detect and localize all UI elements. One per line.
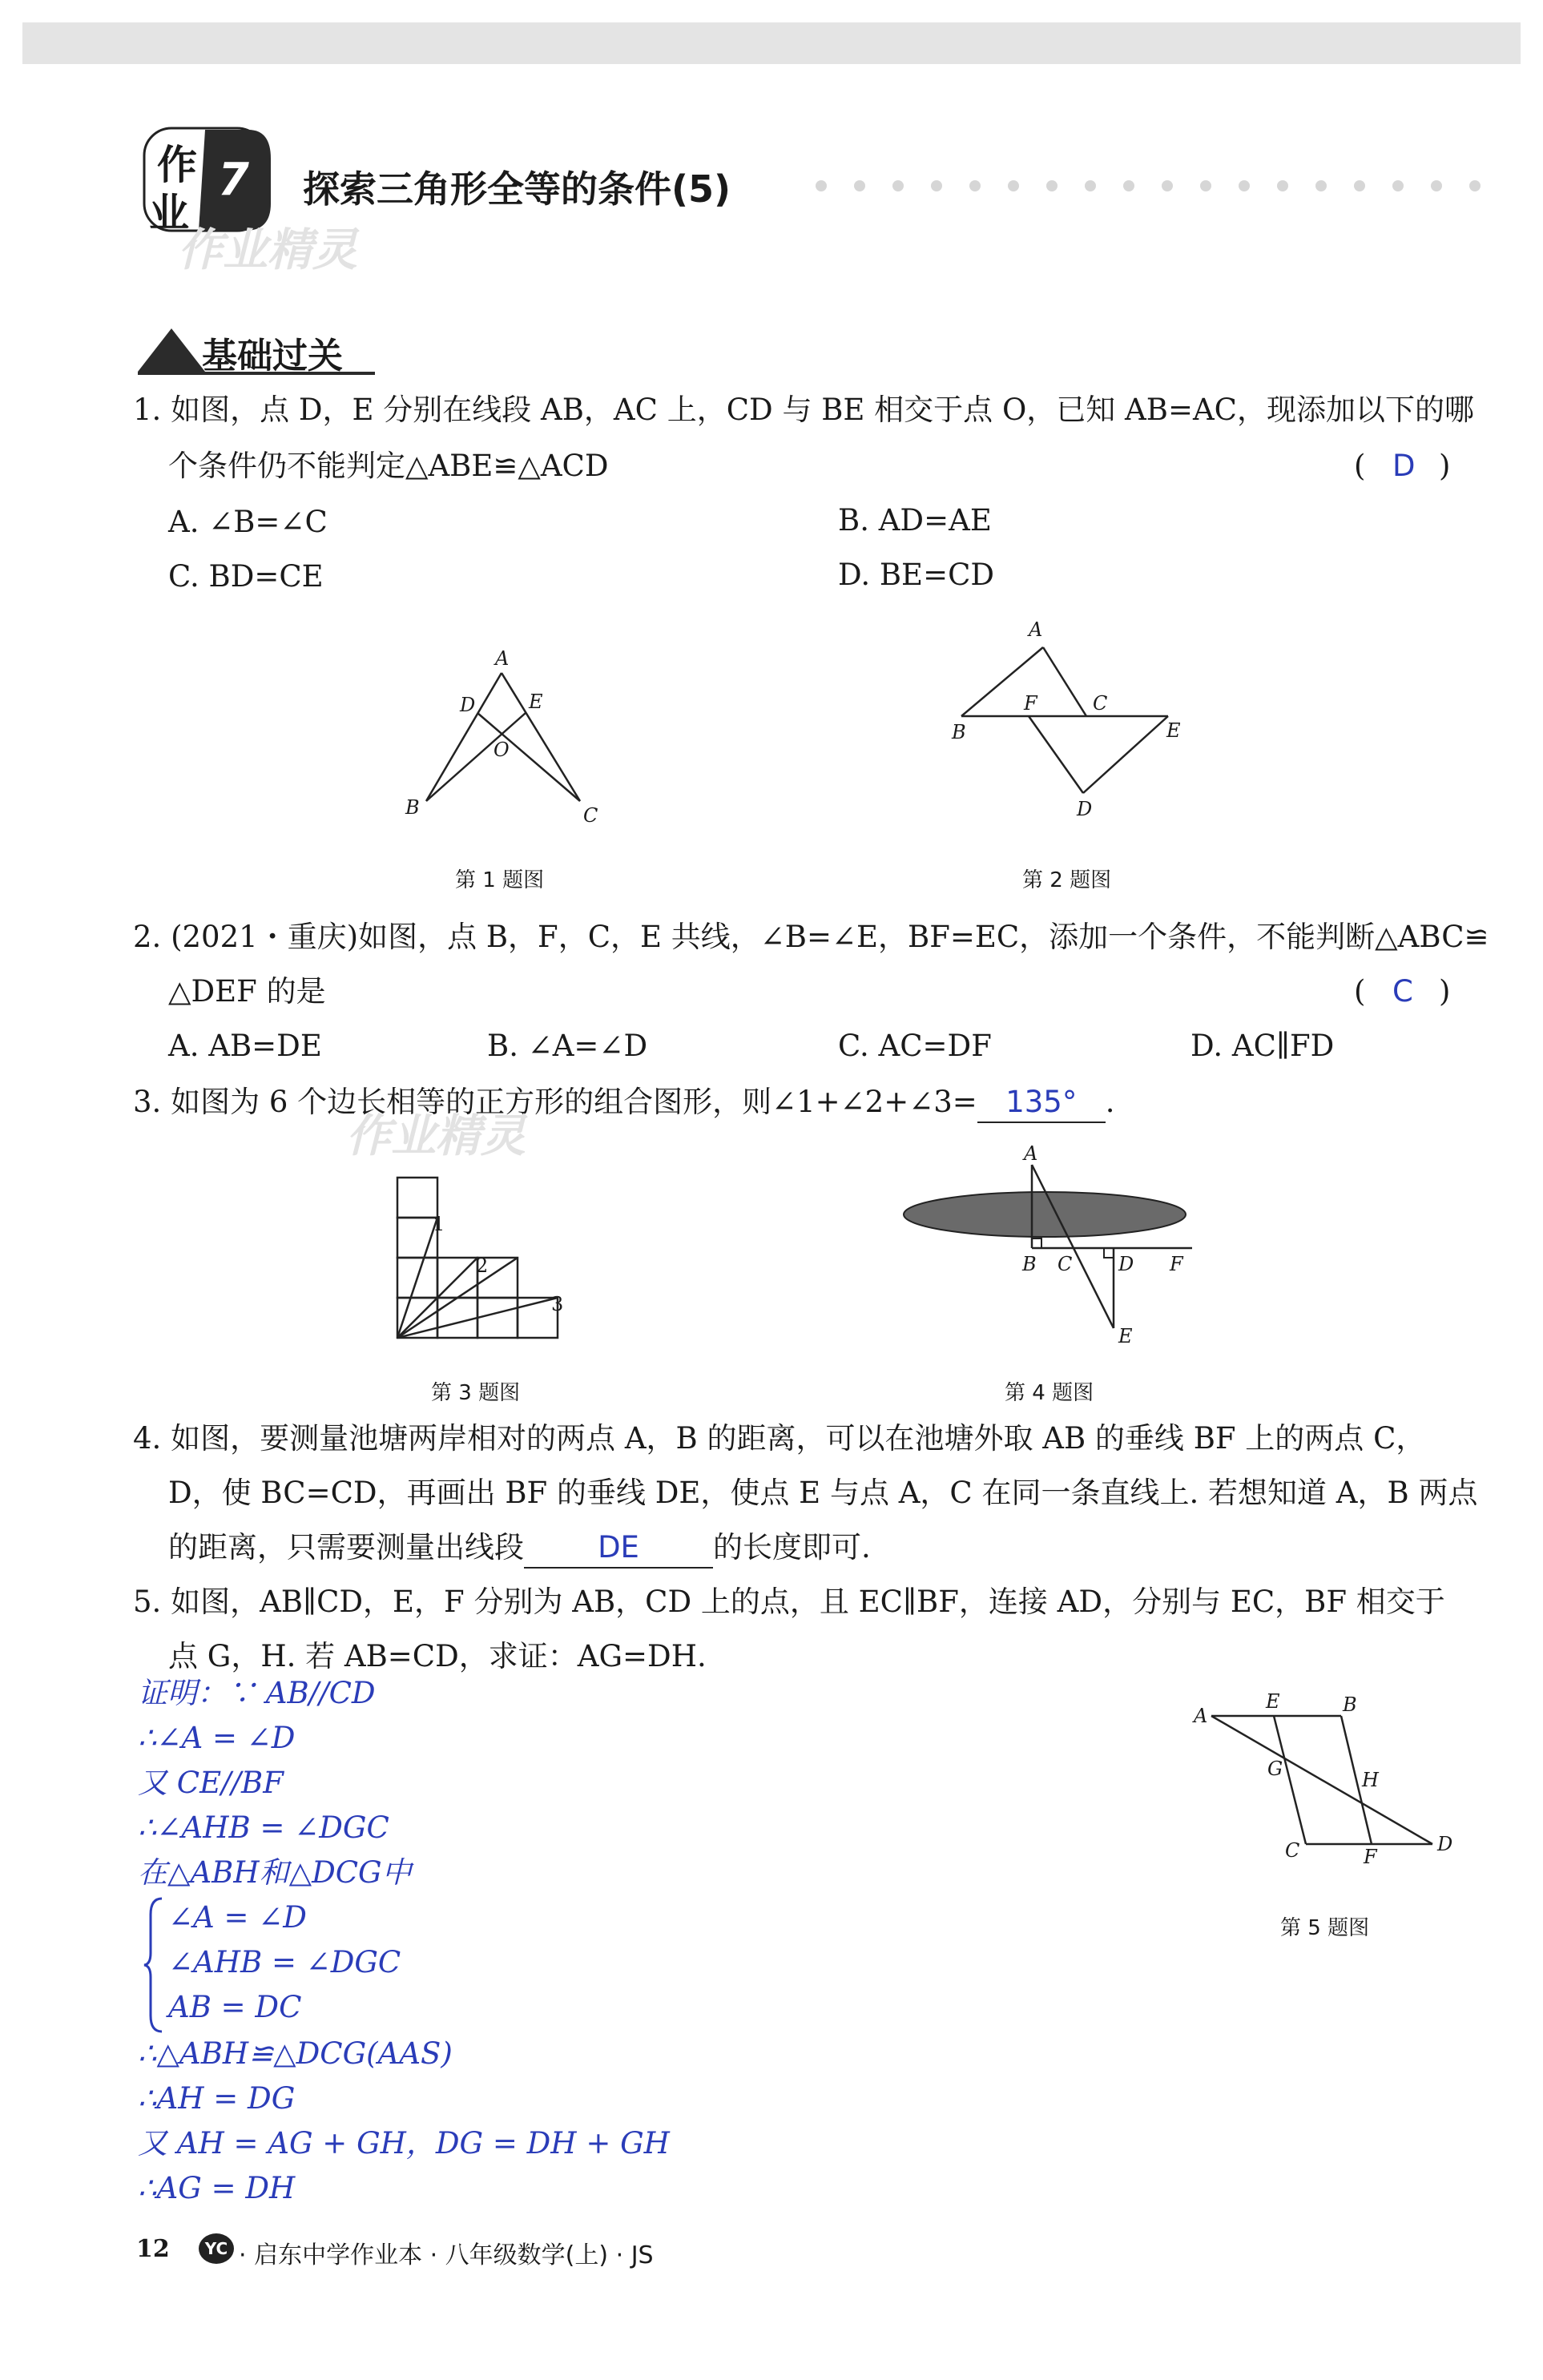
footer-text: · 启东中学作业本 · 八年级数学(上) · JS [239, 2241, 654, 2269]
q2-line1: 2. (2021・重庆)如图，点 B，F，C，E 共线，∠B=∠E，BF=EC，添加一个条件，不能判断△ABC≌ [133, 920, 1489, 954]
fig2-label-e: E [1166, 719, 1181, 742]
footer-logo-text: YC [204, 2239, 228, 2258]
fig3-label-2: 2 [476, 1254, 489, 1277]
q2-answer: C [1392, 974, 1413, 1009]
fig3-diagonal-1 [397, 1218, 437, 1338]
q1-option-c: C. BD=CE [168, 559, 324, 594]
fig1-segment-ab [426, 673, 502, 801]
q3-end: . [1105, 1085, 1115, 1119]
fig1-caption: 第 1 题图 [455, 868, 545, 892]
proof-brace-line-2: ∠AHB = ∠DGC [168, 1945, 401, 1979]
q2-option-a: A. AB=DE [168, 1029, 322, 1063]
proof-brace-line-1: ∠A = ∠D [168, 1900, 307, 1935]
fig2-caption: 第 2 题图 [1022, 868, 1112, 892]
badge-char-ye: 业 [149, 190, 189, 236]
proof-line-6: ∴△ABH≌△DCG(AAS) [138, 2036, 453, 2071]
fig4-pond [904, 1192, 1186, 1237]
fig5-segment-ec [1274, 1716, 1306, 1844]
fig4-caption: 第 4 题图 [1005, 1381, 1094, 1405]
q5-line2: 点 G，H. 若 AB=CD，求证：AG=DH. [168, 1639, 707, 1673]
q4-line1: 4. 如图，要测量池塘两岸相对的两点 A，B 的距离，可以在池塘外取 AB 的垂线 BF 上的两点 C， [133, 1421, 1426, 1456]
figure-1 [401, 641, 633, 833]
q2-option-c: C. AC=DF [838, 1029, 992, 1063]
fig2-segment-de [1083, 716, 1168, 793]
q1-answer: D [1392, 449, 1416, 483]
fig5-label-d: D [1437, 1833, 1453, 1855]
fig5-label-c: C [1285, 1839, 1300, 1862]
proof-line-2: ∴∠A = ∠D [138, 1721, 296, 1755]
fig2-label-d: D [1077, 798, 1093, 820]
figure-4 [897, 1138, 1218, 1354]
fig1-label-d: D [460, 694, 476, 716]
fig4-label-f: F [1170, 1253, 1183, 1275]
q1-option-d: D. BE=CD [838, 558, 995, 592]
fig1-label-c: C [583, 804, 598, 827]
fig5-label-a: A [1194, 1705, 1208, 1727]
q2-option-b: B. ∠A=∠D [487, 1029, 648, 1063]
fig2-label-a: A [1029, 618, 1043, 641]
q4-blank [524, 1528, 713, 1569]
proof-line-5: 在△ABH和△DCG中 [138, 1855, 412, 1890]
watermark-header: 作业精灵 [178, 224, 357, 276]
page-title: 探索三角形全等的条件(5) [303, 167, 731, 211]
title-dot-leader [816, 179, 1508, 195]
q5-line1: 5. 如图，AB∥CD，E，F 分别为 AB，CD 上的点，且 EC∥BF，连接 AD，分别与 EC，BF 相交于 [133, 1585, 1445, 1619]
proof-brace [143, 1895, 167, 2035]
fig1-label-e: E [529, 691, 543, 713]
fig5-label-e: E [1266, 1690, 1280, 1713]
q4-line3-post: 的长度即可. [713, 1530, 871, 1565]
fig1-label-b: B [405, 796, 420, 819]
figure-2 [929, 609, 1202, 825]
fig4-label-d: D [1118, 1253, 1134, 1275]
top-bar [22, 22, 1521, 64]
proof-line-1: 证明：∵ AB//CD [138, 1676, 376, 1710]
figure-5 [1186, 1685, 1458, 1878]
proof-brace-line-3: AB = DC [168, 1990, 302, 2024]
fig5-label-g: G [1267, 1758, 1283, 1780]
proof-line-3: 又 CE//BF [138, 1766, 284, 1800]
q1-line1: 1. 如图，点 D，E 分别在线段 AB，AC 上，CD 与 BE 相交于点 O，已知 AB=AC，现添加以下的哪 [133, 393, 1474, 427]
fig5-label-h: H [1362, 1769, 1379, 1791]
fig4-line-ae [1032, 1165, 1114, 1328]
q3-question [133, 1083, 1115, 1123]
q1-bracket-close: ) [1439, 449, 1451, 483]
fig5-caption: 第 5 题图 [1280, 1916, 1370, 1940]
fig3-caption: 第 3 题图 [431, 1381, 521, 1405]
fig1-label-a: A [495, 647, 510, 670]
footer-logo [199, 2233, 234, 2264]
q2-line2: △DEF 的是 [168, 974, 326, 1009]
page-number: 12 [136, 2235, 170, 2263]
fig2-label-f: F [1024, 692, 1037, 715]
section-title: 基础过关 [202, 336, 343, 377]
fig5-label-f: F [1364, 1846, 1377, 1868]
proof-line-8: 又 AH = AG + GH，DG = DH + GH [138, 2126, 670, 2161]
fig3-label-3: 3 [551, 1293, 564, 1315]
proof-line-4: ∴∠AHB = ∠DGC [138, 1810, 389, 1845]
badge-char-zuo: 作 [157, 142, 197, 188]
fig4-label-b: B [1022, 1253, 1037, 1275]
q3-blank [977, 1083, 1106, 1123]
fig5-label-b: B [1343, 1693, 1357, 1716]
q1-option-b: B. AD=AE [838, 503, 992, 538]
watermark-middle: 作业精灵 [346, 1110, 526, 1162]
fig1-segment-be [426, 713, 526, 801]
q3-text: 3. 如图为 6 个边长相等的正方形的组合图形，则∠1+∠2+∠3= [133, 1085, 977, 1119]
fig4-right-angle-b [1032, 1238, 1041, 1248]
fig1-label-o: O [494, 739, 510, 761]
q4-answer: DE [598, 1530, 639, 1565]
q2-option-d: D. AC∥FD [1190, 1029, 1335, 1063]
fig2-segment-fd [1029, 716, 1083, 793]
proof-line-9: ∴AG = DH [138, 2171, 296, 2205]
fig4-right-angle-d [1104, 1248, 1114, 1258]
q4-line3-pre: 的距离，只需要测量出线段 [168, 1530, 524, 1565]
q3-answer: 135° [1005, 1085, 1078, 1119]
q4-line2: D，使 BC=CD，再画出 BF 的垂线 DE，使点 E 与点 A，C 在同一条直线上. 若想知道 A，B 两点 [168, 1476, 1478, 1510]
q1-line2: 个条件仍不能判定△ABE≌△ACD [168, 449, 609, 483]
fig4-label-e: E [1118, 1325, 1133, 1347]
fig2-label-b: B [952, 721, 966, 743]
q1-bracket-open: ( [1354, 449, 1366, 483]
fig2-label-c: C [1093, 692, 1108, 715]
q2-bracket-open: ( [1354, 974, 1366, 1009]
q1-option-a: A. ∠B=∠C [168, 505, 328, 539]
fig5-segment-ad [1211, 1716, 1432, 1844]
badge-number: 7 [218, 154, 249, 206]
q4-line3 [168, 1528, 871, 1569]
q2-bracket-close: ) [1439, 974, 1451, 1009]
proof-line-7: ∴AH = DG [138, 2081, 296, 2116]
figure-3 [393, 1170, 569, 1346]
fig4-label-c: C [1058, 1253, 1073, 1275]
fig4-label-a: A [1024, 1142, 1038, 1165]
fig2-segment-ac [1043, 647, 1086, 716]
fig3-label-1: 1 [433, 1213, 445, 1235]
